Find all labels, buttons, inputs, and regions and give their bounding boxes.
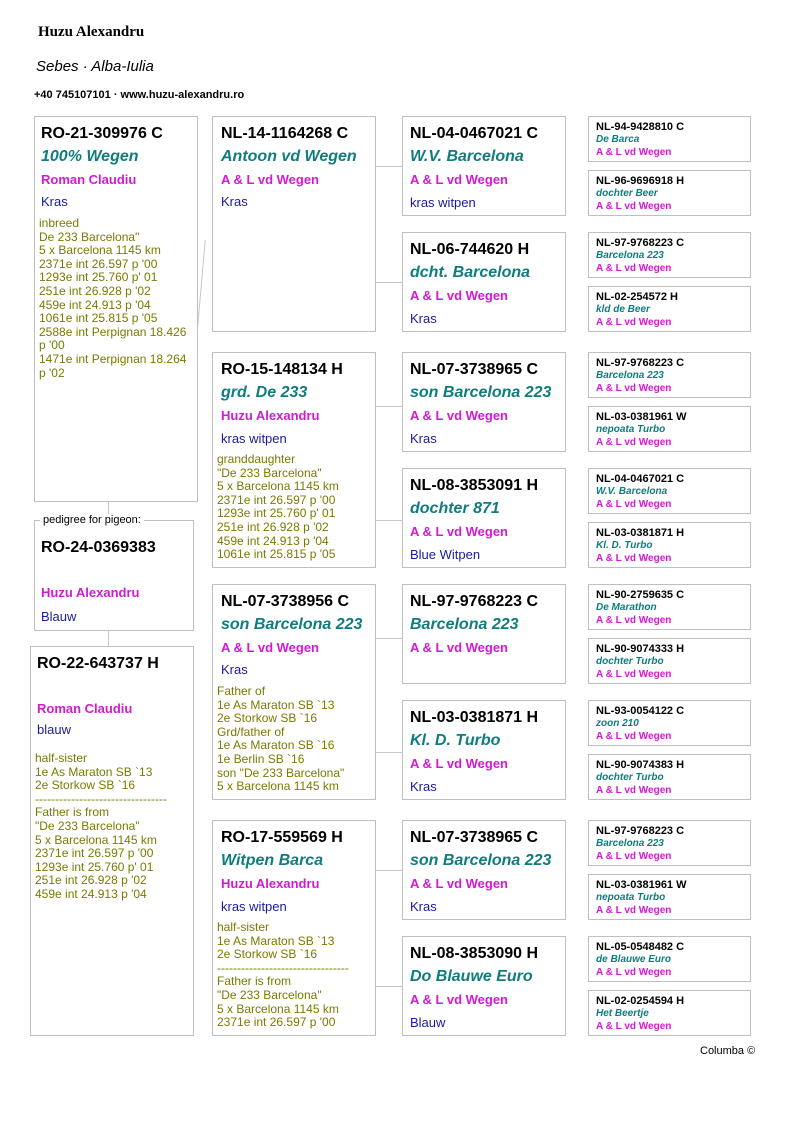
breeder: A & L vd Wegen	[410, 524, 508, 539]
ring-number: NL-02-254572 H	[596, 291, 678, 303]
pigeon-name: son Barcelona 223	[410, 852, 552, 869]
gen4-card[interactable]	[588, 170, 751, 216]
pigeon-name: De Barca	[596, 134, 640, 145]
gen2-card[interactable]	[212, 584, 376, 800]
breeder: A & L vd Wegen	[221, 172, 319, 187]
gen3-card[interactable]	[402, 936, 566, 1036]
pigeon-name: dochter Turbo	[596, 772, 664, 783]
pigeon-name: W.V. Barcelona	[410, 148, 524, 165]
breeder: A & L vd Wegen	[410, 756, 508, 771]
gen3-card[interactable]	[402, 116, 566, 216]
breeder: Roman Claudiu	[37, 701, 133, 716]
ring-number: NL-03-0381871 H	[596, 527, 685, 539]
pigeon-name: Kl. D. Turbo	[596, 540, 653, 551]
connector-line	[375, 752, 402, 753]
ring-number: NL-03-0381961 W	[596, 879, 687, 891]
connector-line	[375, 282, 402, 283]
gen4-card[interactable]	[588, 936, 751, 982]
ring-number: NL-97-9768223 C	[596, 357, 685, 369]
breeder: A & L vd Wegen	[596, 263, 672, 274]
breeder: A & L vd Wegen	[596, 499, 672, 510]
ring-number: RO-17-559569 H	[221, 829, 343, 846]
breeder: A & L vd Wegen	[596, 553, 672, 564]
pigeon-color: Kras	[221, 194, 248, 209]
breeder: A & L vd Wegen	[596, 967, 672, 978]
gen4-card[interactable]	[588, 232, 751, 278]
breeder: Roman Claudiu	[41, 172, 137, 187]
subject-card[interactable]	[34, 520, 194, 631]
notes: inbreed De 233 Barcelona" 5 x Barcelona 1145 km 2371e int 26.597 p '00 1293e int 25.760 p' 01 251e int 26.928 p '02 459e int 24.913 p '04 1061e int 25.815 p '05 2588e int Perpignan 18.426 p '00 1471e int Perpignan 18.264 p '02	[39, 216, 187, 380]
ring-number: NL-90-2759635 C	[596, 589, 685, 601]
breeder: A & L vd Wegen	[596, 201, 672, 212]
pigeon-name: dochter 871	[410, 500, 500, 517]
ring-number: NL-90-9074383 H	[596, 759, 685, 771]
gen4-card[interactable]	[588, 638, 751, 684]
gen4-card[interactable]	[588, 584, 751, 630]
gen4-card[interactable]	[588, 468, 751, 514]
breeder: A & L vd Wegen	[410, 288, 508, 303]
ring-number: NL-97-9768223 C	[410, 593, 539, 610]
notes: half-sister 1e As Maraton SB `13 2e Storkow SB `16 --------------------------------- Father is from "De 233 Barcelona" 5 x Barcelona 1145 km 2371e int 26.597 p '00	[217, 920, 349, 1030]
pigeon-color: kras witpen	[221, 431, 287, 446]
breeder: A & L vd Wegen	[410, 992, 508, 1007]
pigeon-color: kras witpen	[221, 899, 287, 914]
breeder-location: Sebes · Alba-Iulia	[36, 58, 154, 75]
pigeon-name: Barcelona 223	[410, 616, 519, 633]
gen4-card[interactable]	[588, 754, 751, 800]
gen4-card[interactable]	[588, 522, 751, 568]
breeder: A & L vd Wegen	[596, 785, 672, 796]
notes: granddaughter "De 233 Barcelona" 5 x Barcelona 1145 km 2371e int 26.597 p '00 1293e int 25.760 p' 01 251e int 26.928 p '02 459e int 24.913 p '04 1061e int 25.815 p '05	[217, 452, 339, 562]
connector-line	[375, 166, 402, 167]
pigeon-name: dochter Beer	[596, 188, 658, 199]
breeder: A & L vd Wegen	[596, 851, 672, 862]
pigeon-color: Kras	[221, 662, 248, 677]
pigeon-name: dcht. Barcelona	[410, 264, 531, 281]
ring-number: NL-03-0381961 W	[596, 411, 687, 423]
breeder: A & L vd Wegen	[596, 383, 672, 394]
gen3-card[interactable]	[402, 700, 566, 800]
pigeon-name: W.V. Barcelona	[596, 486, 668, 497]
ring-number: NL-04-0467021 C	[596, 473, 685, 485]
pigeon-color: Blauw	[410, 1015, 446, 1030]
pigeon-name: Barcelona 223	[596, 250, 664, 261]
ring-number: NL-02-0254594 H	[596, 995, 685, 1007]
gen3-card[interactable]	[402, 232, 566, 332]
pigeon-name: Antoon vd Wegen	[221, 148, 357, 165]
breeder: Huzu Alexandru	[221, 408, 320, 423]
gen3-card[interactable]	[402, 468, 566, 568]
ring-number: NL-97-9768223 C	[596, 825, 685, 837]
connector-line	[375, 870, 402, 871]
pigeon-name: nepoata Turbo	[596, 892, 666, 903]
pigeon-name: Barcelona 223	[596, 370, 664, 381]
copyright: Columba ©	[700, 1045, 756, 1057]
breeder: A & L vd Wegen	[410, 876, 508, 891]
gen3-card[interactable]	[402, 352, 566, 452]
notes: Father of 1e As Maraton SB `13 2e Storkow SB `16 Grd/father of 1e As Maraton SB `16 1e Berlin SB `16 son "De 233 Barcelona" 5 x Barcelona 1145 km	[217, 684, 345, 794]
breeder: A & L vd Wegen	[596, 669, 672, 680]
gen2-card[interactable]	[212, 116, 376, 332]
ring-number: NL-06-744620 H	[410, 241, 530, 258]
ring-number: RO-15-148134 H	[221, 361, 343, 378]
notes: half-sister 1e As Maraton SB `13 2e Storkow SB `16 --------------------------------- Father is from "De 233 Barcelona" 5 x Barcelona 1145 km 2371e int 26.597 p '00 1293e int 25.760 p' 01 251e int 26.928 p '02 459e int 24.913 p '04	[35, 751, 167, 901]
pigeon-name: kld de Beer	[596, 304, 650, 315]
pigeon-color: Kras	[410, 899, 437, 914]
ring-number: NL-05-0548482 C	[596, 941, 685, 953]
gen4-card[interactable]	[588, 406, 751, 452]
pigeon-color: blauw	[37, 722, 71, 737]
gen4-card[interactable]	[588, 820, 751, 866]
pigeon-name: zoon 210	[596, 718, 639, 729]
connector-line	[108, 630, 109, 646]
breeder: A & L vd Wegen	[596, 615, 672, 626]
pedigree-label: pedigree for pigeon:	[40, 514, 144, 526]
breeder: A & L vd Wegen	[221, 640, 319, 655]
pigeon-name: Witpen Barca	[221, 852, 324, 869]
connector-line	[375, 406, 402, 407]
pigeon-color: Kras	[410, 431, 437, 446]
breeder: A & L vd Wegen	[410, 408, 508, 423]
pigeon-name: son Barcelona 223	[410, 384, 552, 401]
pigeon-color: kras witpen	[410, 195, 476, 210]
gen4-card[interactable]	[588, 352, 751, 398]
gen4-card[interactable]	[588, 116, 751, 162]
connector-line	[375, 986, 402, 987]
pigeon-color: Blue Witpen	[410, 547, 481, 562]
ring-number: NL-07-3738956 C	[221, 593, 350, 610]
pigeon-name: Barcelona 223	[596, 838, 664, 849]
gen4-card[interactable]	[588, 990, 751, 1036]
ring-number: NL-93-0054122 C	[596, 705, 685, 717]
gen2-card[interactable]	[212, 820, 376, 1036]
pigeon-name: nepoata Turbo	[596, 424, 666, 435]
ring-number: NL-03-0381871 H	[410, 709, 539, 726]
gen3-card[interactable]	[402, 820, 566, 920]
ring-number: NL-04-0467021 C	[410, 125, 539, 142]
breeder: A & L vd Wegen	[596, 147, 672, 158]
pigeon-color: Blauw	[41, 609, 77, 624]
connector-line	[375, 520, 402, 521]
gen4-card[interactable]	[588, 286, 751, 332]
pigeon-name: Het Beertje	[596, 1008, 649, 1019]
pigeon-name: de Blauwe Euro	[596, 954, 672, 965]
ring-number: RO-21-309976 C	[41, 125, 163, 142]
ring-number: NL-07-3738965 C	[410, 829, 539, 846]
father-card[interactable]	[34, 116, 198, 502]
ring-number: NL-94-9428810 C	[596, 121, 685, 133]
breeder-name: Huzu Alexandru	[38, 24, 145, 40]
ring-number: RO-22-643737 H	[37, 655, 159, 672]
ring-number: NL-14-1164268 C	[221, 125, 349, 142]
pigeon-name: dochter Turbo	[596, 656, 664, 667]
breeder: A & L vd Wegen	[410, 172, 508, 187]
breeder: A & L vd Wegen	[596, 905, 672, 916]
breeder: Huzu Alexandru	[41, 585, 140, 600]
breeder: A & L vd Wegen	[596, 437, 672, 448]
connector-line	[375, 638, 402, 639]
ring-number: RO-24-0369383	[41, 539, 156, 556]
pigeon-color: Kras	[410, 311, 437, 326]
ring-number: NL-96-9696918 H	[596, 175, 685, 187]
pigeon-color: Kras	[410, 779, 437, 794]
breeder: A & L vd Wegen	[596, 731, 672, 742]
breeder-contact: +40 745107101 · www.huzu-alexandru.ro	[34, 89, 245, 101]
ring-number: NL-08-3853090 H	[410, 945, 539, 962]
pigeon-name: Do Blauwe Euro	[410, 968, 533, 985]
ring-number: NL-07-3738965 C	[410, 361, 539, 378]
pigeon-name: 100% Wegen	[41, 148, 139, 165]
breeder: Huzu Alexandru	[221, 876, 320, 891]
ring-number: NL-97-9768223 C	[596, 237, 685, 249]
pigeon-name: De Marathon	[596, 602, 657, 613]
breeder: A & L vd Wegen	[596, 317, 672, 328]
gen3-card[interactable]	[402, 584, 566, 684]
ring-number: NL-90-9074333 H	[596, 643, 685, 655]
gen4-card[interactable]	[588, 700, 751, 746]
breeder: A & L vd Wegen	[596, 1021, 672, 1032]
gen2-card[interactable]	[212, 352, 376, 568]
pigeon-name: son Barcelona 223	[221, 616, 363, 633]
mother-card[interactable]	[30, 646, 194, 1036]
pigeon-name: Kl. D. Turbo	[410, 732, 501, 749]
breeder: A & L vd Wegen	[410, 640, 508, 655]
gen4-card[interactable]	[588, 874, 751, 920]
pigeon-color: Kras	[41, 194, 68, 209]
pigeon-name: grd. De 233	[221, 384, 308, 401]
ring-number: NL-08-3853091 H	[410, 477, 539, 494]
